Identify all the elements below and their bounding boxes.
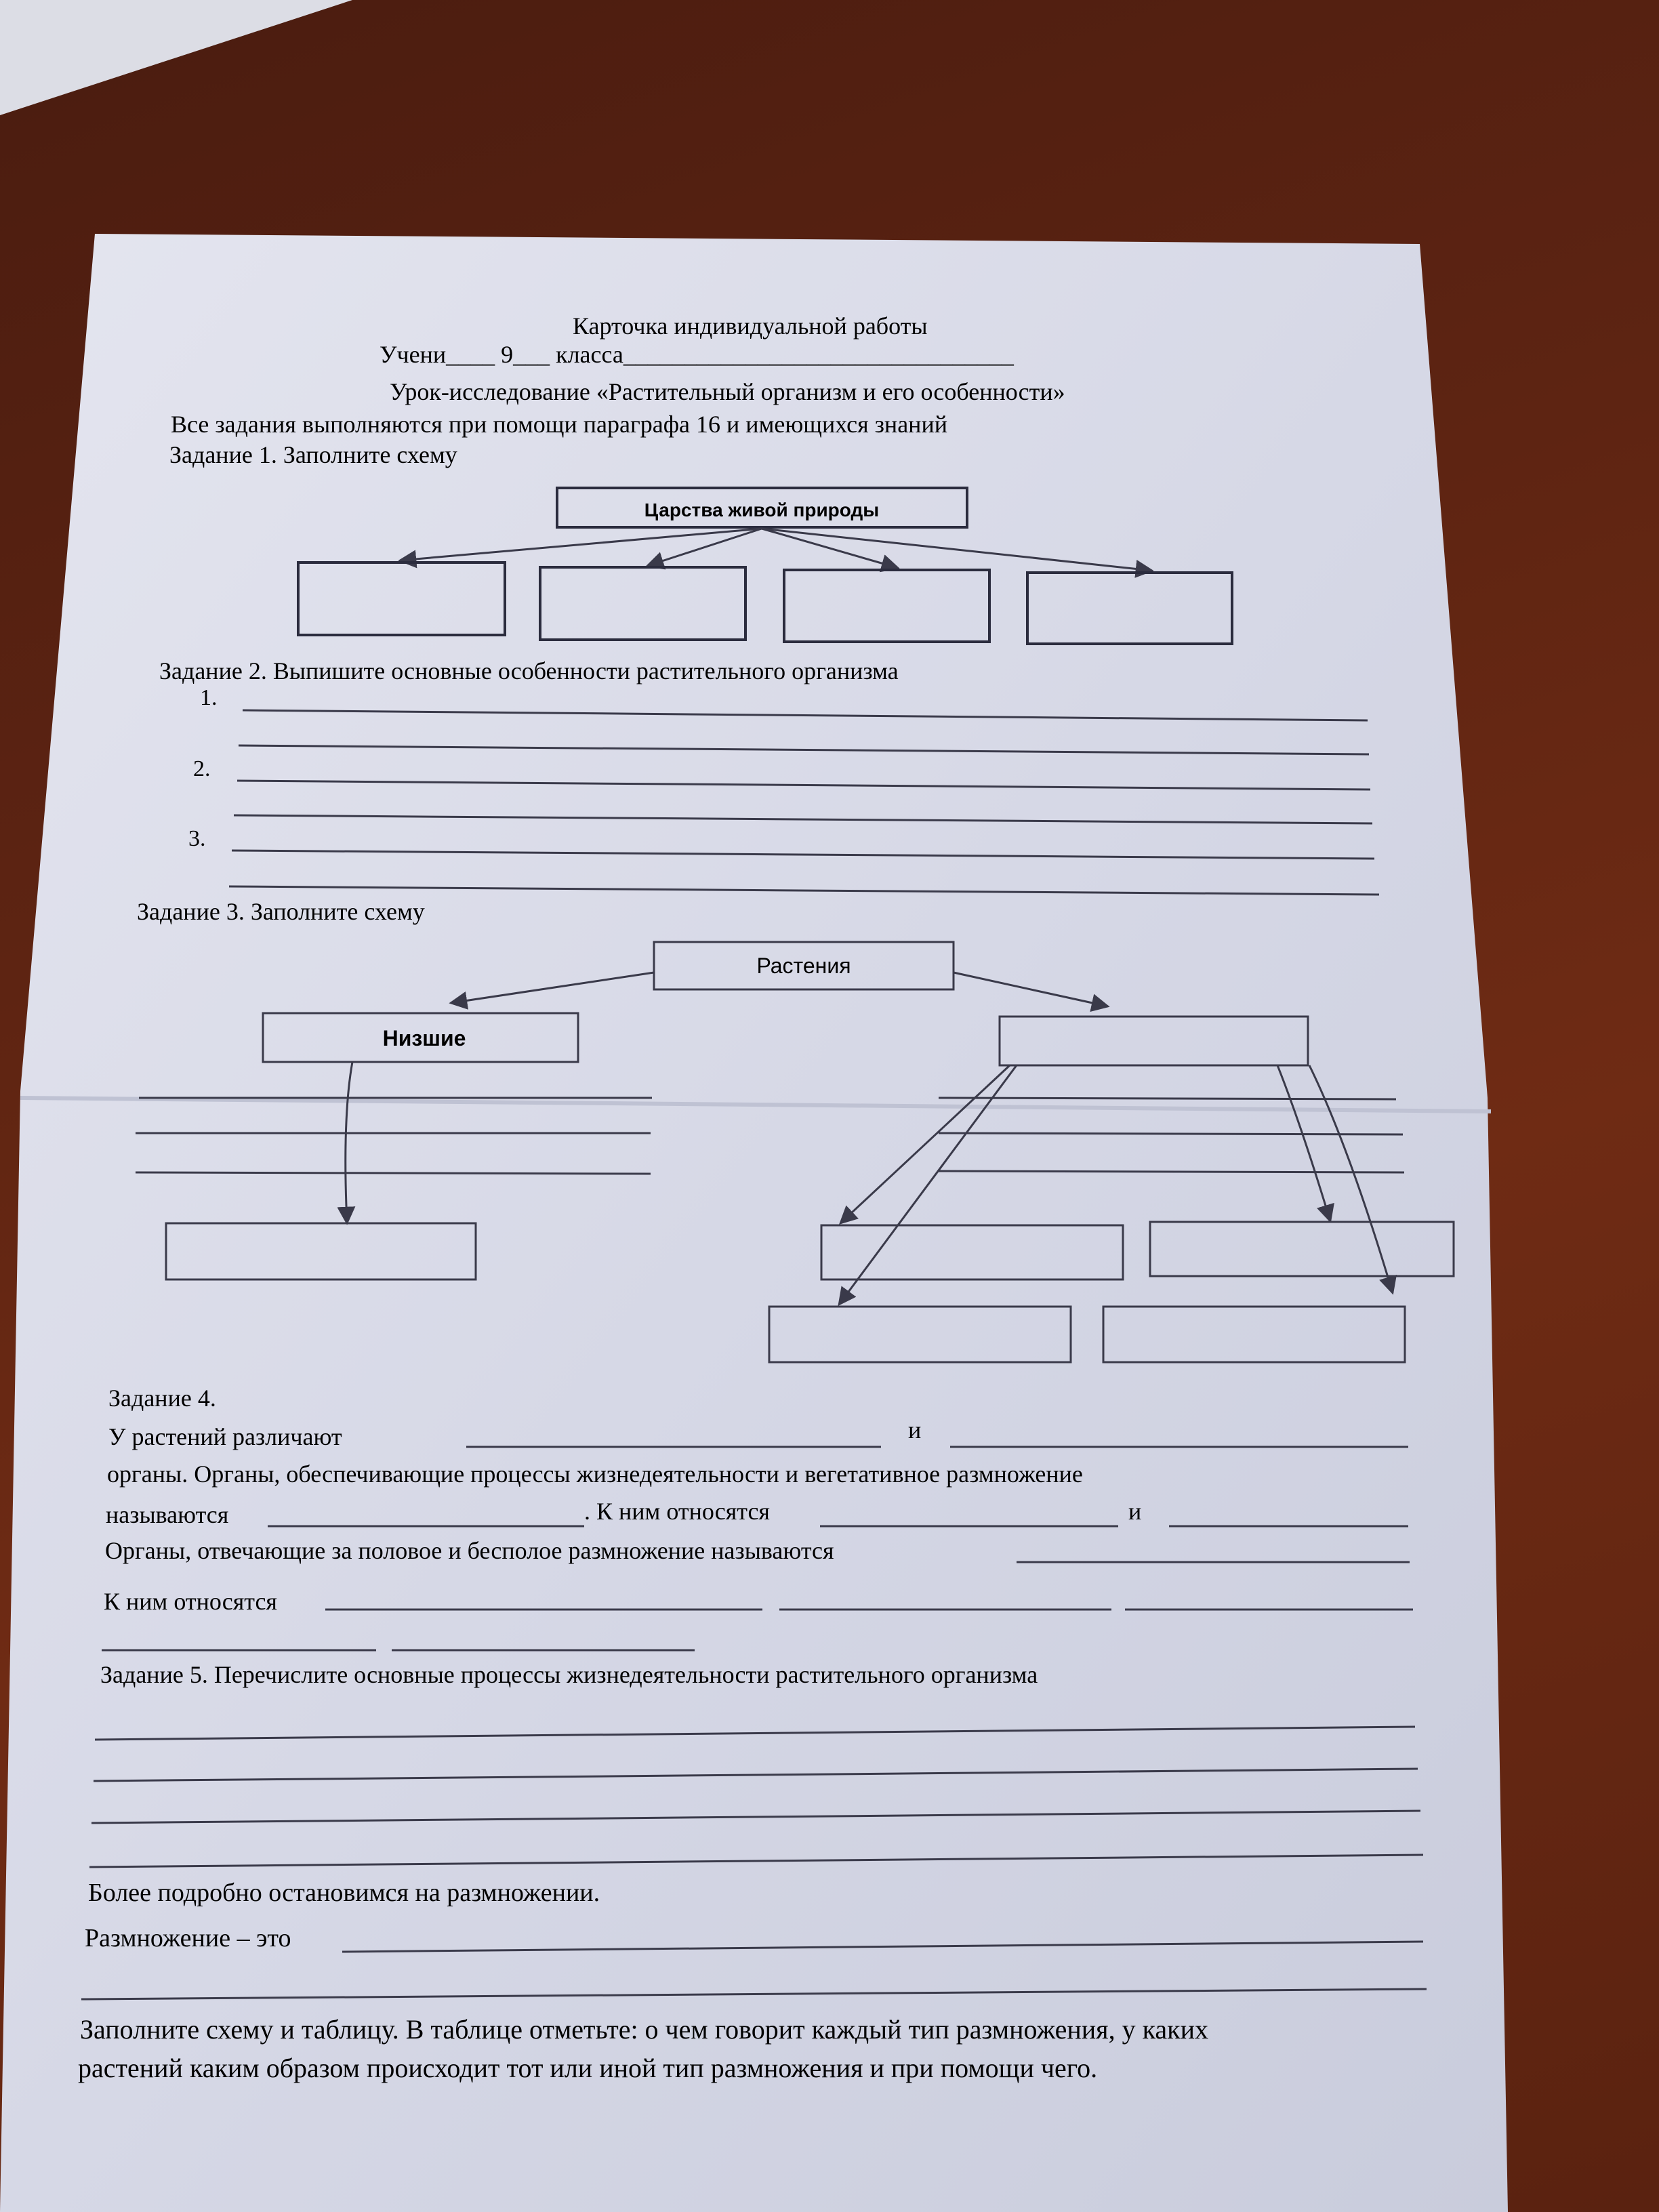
task2-heading: Задание 2. Выпишите основные особенности растительного организма: [159, 657, 899, 684]
task1-heading: Задание 1. Заполните схему: [169, 441, 457, 468]
task2-number-1: 1.: [200, 685, 218, 710]
student-class-line: Учени____ 9___ класса________________________________: [380, 341, 1014, 368]
reproduction-intro: Более подробно остановимся на размножении.: [88, 1879, 600, 1907]
task3-right-line[interactable]: [939, 1098, 1396, 1099]
instruction-text: Все задания выполняются при помощи параграфа 16 и имеющихся знаний: [171, 411, 947, 438]
worksheet-title: Карточка индивидуальной работы: [573, 312, 928, 340]
reproduction-definition: Размножение – это: [85, 1924, 291, 1952]
task3-lower-plants-label: Низшие: [382, 1026, 466, 1050]
other-paper-corner: [0, 0, 352, 115]
task3-right-line[interactable]: [939, 1171, 1404, 1172]
task4-heading: Задание 4.: [108, 1385, 216, 1412]
final-instruction-line1: Заполните схему и таблицу. В таблице отметьте: о чем говорит каждый тип размножения, у каких: [80, 2014, 1208, 2045]
lesson-title: Урок-исследование «Растительный организм и его особенности»: [390, 378, 1065, 405]
task1-root-label: Царства живой природы: [644, 499, 880, 520]
task5-heading: Задание 5. Перечислите основные процессы жизнедеятельности растительного организма: [100, 1661, 1038, 1688]
task3-heading: Задание 3. Заполните схему: [137, 898, 425, 925]
task3-right-line[interactable]: [939, 1133, 1403, 1134]
task4-line1-start: У растений различают: [108, 1423, 342, 1450]
task4-line3-and: и: [1128, 1498, 1142, 1525]
task4-line4: Органы, отвечающие за половое и бесполое размножение называются: [105, 1537, 834, 1564]
task3-root-label: Растения: [756, 954, 851, 978]
task4-line5: К ним относятся: [104, 1588, 277, 1615]
task4-line3-middle: . К ним относятся: [584, 1498, 770, 1525]
task4-line1-and: и: [908, 1416, 922, 1443]
task4-line2: органы. Органы, обеспечивающие процессы жизнедеятельности и вегетативное размножение: [107, 1460, 1083, 1488]
task2-number-3: 3.: [188, 826, 206, 851]
task4-line3-start: называются: [106, 1501, 229, 1528]
task3-left-line[interactable]: [136, 1172, 651, 1174]
task2-number-2: 2.: [193, 756, 211, 781]
final-instruction-line2: растений каким образом происходит тот или иной тип размножения и при помощи чего.: [78, 2053, 1098, 2083]
